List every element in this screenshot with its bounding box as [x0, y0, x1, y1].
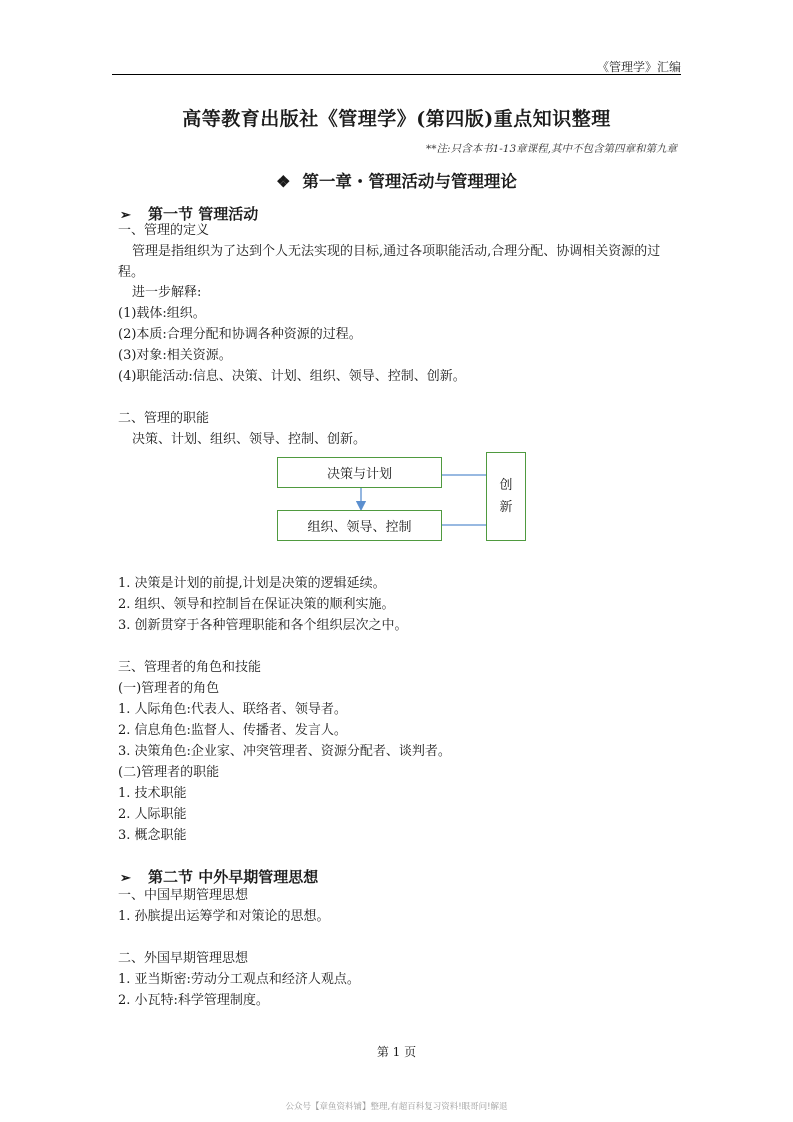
definition-item-3: (3)对象:相关资源。 — [118, 348, 232, 363]
section-title-2 — [120, 866, 318, 887]
further-explanation: 进一步解释: — [132, 285, 202, 300]
skills-subheading: (二)管理者的职能 — [118, 765, 220, 780]
box-organize-lead-control: 组织、领导、控制 — [277, 510, 442, 541]
footer-notice: 公众号【章鱼资料铺】整理,有超百科复习资料!眼哥问!解退 — [285, 1102, 508, 1112]
definition-item-2: (2)本质:合理分配和协调各种资源的过程。 — [118, 327, 362, 342]
skill-item-1: 1. 技术职能 — [118, 786, 187, 801]
functions-point-1: 1. 决策是计划的前提,计划是决策的逻辑延续。 — [118, 576, 386, 591]
foreign-item-2: 2. 小瓦特:科学管理制度。 — [118, 993, 269, 1008]
roles-heading: 三、管理者的角色和技能 — [118, 660, 262, 675]
role-item-3: 3. 决策角色:企业家、冲突管理者、资源分配者、谈判者。 — [118, 744, 451, 759]
functions-diagram — [277, 452, 529, 544]
section-title-1 — [120, 203, 258, 224]
skill-item-3: 3. 概念职能 — [118, 828, 187, 843]
document-title: 高等教育出版社《管理学》(第四版)重点知识整理 — [182, 108, 611, 130]
page-number: 第 1 页 — [376, 1045, 417, 1059]
box-decision-planning: 决策与计划 — [277, 457, 442, 488]
roles-subheading: (一)管理者的角色 — [118, 681, 220, 696]
document-note: **注:只含本书1-13章课程,其中不包含第四章和第九章 — [426, 143, 677, 155]
functions-heading: 二、管理的职能 — [118, 411, 210, 426]
innovation-char-1: 创 — [499, 477, 513, 493]
definition-text: 管理是指组织为了达到个人无法实现的目标,通过各项职能活动,合理分配、协调相关资源的过程。 — [118, 244, 661, 280]
definition-heading: 一、管理的定义 — [118, 223, 210, 238]
foreign-item-1: 1. 亚当斯密:劳动分工观点和经济人观点。 — [118, 972, 360, 987]
innovation-char-2: 新 — [499, 499, 513, 515]
section-title-text: 第一节 管理活动 — [148, 205, 259, 223]
foreign-heading: 二、外国早期管理思想 — [118, 951, 249, 966]
functions-point-3: 3. 创新贯穿于各种管理职能和各个组织层次之中。 — [118, 618, 408, 633]
diamond-bullet-icon: ❖ — [276, 172, 291, 191]
functions-text: 决策、计划、组织、领导、控制、创新。 — [132, 432, 367, 447]
definition-item-1: (1)载体:组织。 — [118, 306, 206, 321]
running-header: 《管理学》汇编 — [596, 60, 681, 74]
functions-point-2: 2. 组织、领导和控制旨在保证决策的顺利实施。 — [118, 597, 395, 612]
arrow-bullet-icon: ➢ — [120, 871, 131, 886]
skill-item-2: 2. 人际职能 — [118, 807, 187, 822]
box-innovation — [486, 452, 526, 541]
role-item-1: 1. 人际角色:代表人、联络者、领导者。 — [118, 702, 347, 717]
chapter-title — [112, 168, 681, 192]
chapter-title-text: 第一章・管理活动与管理理论 — [302, 172, 517, 191]
arrow-bullet-icon: ➢ — [120, 208, 131, 223]
china-item-1: 1. 孙膑提出运筹学和对策论的思想。 — [118, 909, 330, 924]
definition-item-4: (4)职能活动:信息、决策、计划、组织、领导、控制、创新。 — [118, 369, 466, 384]
role-item-2: 2. 信息角色:监督人、传播者、发言人。 — [118, 723, 347, 738]
header-rule — [112, 74, 681, 75]
china-heading: 一、中国早期管理思想 — [118, 888, 249, 903]
section-title-text: 第二节 中外早期管理思想 — [148, 868, 319, 886]
